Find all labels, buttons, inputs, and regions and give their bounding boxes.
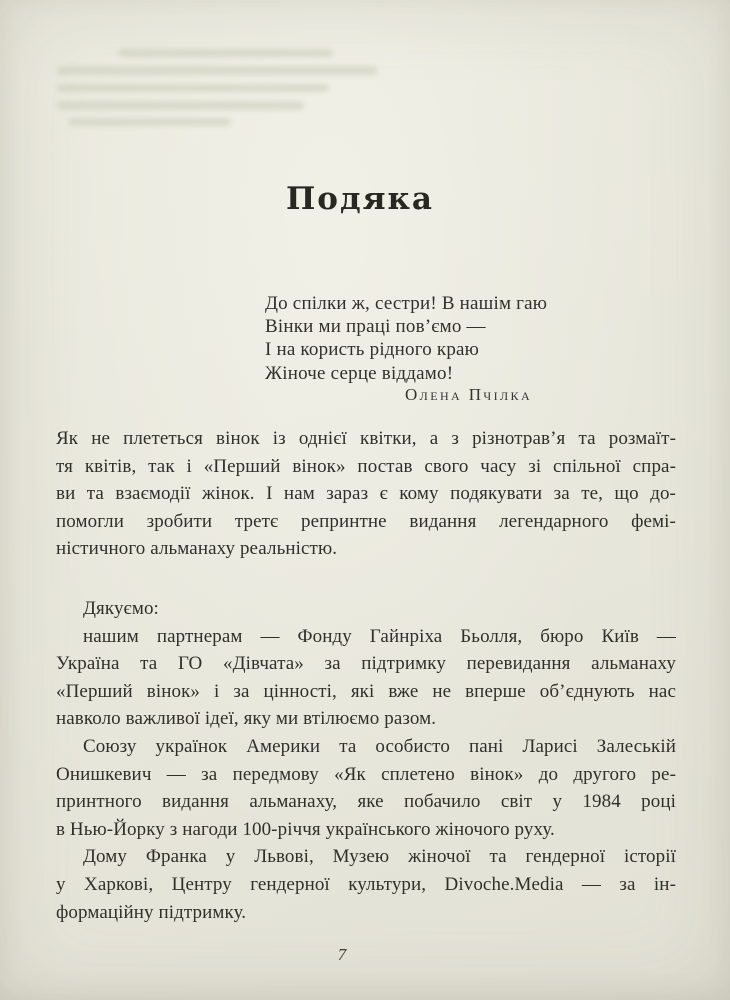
text-line: навколо важливої ідеї, яку ми втілюємо разом. <box>56 708 437 730</box>
text-line: формаційну підтримку. <box>56 901 247 923</box>
page-number-value: 7 <box>337 945 347 964</box>
epigraph-lines <box>265 292 547 385</box>
text-line: тя квітів, так і «Перший вінок» постав свого часу зі спільної спра- <box>56 455 676 477</box>
page-title: Подяка <box>286 181 434 217</box>
epigraph-line: До спілки ж, сестри! В нашім гаю <box>265 293 548 314</box>
text-line: нашим партнерам — Фонду Гайнріха Бьолля, бюро Київ — <box>83 625 676 647</box>
paragraph <box>56 425 676 563</box>
paragraph <box>56 733 676 843</box>
bleed-line <box>118 49 333 57</box>
body-text <box>56 425 676 926</box>
epigraph-line: І на користь рідного краю <box>265 339 480 361</box>
bleed-line <box>57 66 377 75</box>
bleed-line <box>57 101 304 110</box>
text-line: Онишкевич — за передмову «Як сплетено вінок» до другого ре- <box>56 763 676 785</box>
text-line: в Нью-Йорку з нагоди 100-річчя українського жіночого руху. <box>56 818 555 840</box>
epigraph-line: Жіноче серце віддамо! <box>265 362 454 384</box>
text-line: ністичного альманаху реальністю. <box>56 538 338 560</box>
text-line: Як не плететься вінок із однієї квітки, а з різнотрав’я та розмаїт- <box>56 428 676 449</box>
text-line: Дому Франка у Львові, Музею жіночої та гендерної історії <box>83 846 676 868</box>
paragraph <box>56 843 676 926</box>
paragraph <box>56 623 676 733</box>
bleed-line <box>57 84 329 92</box>
text-line: у Харкові, Центру гендерної культури, Divoche.Media — за ін- <box>56 873 676 895</box>
bleed-line <box>68 118 231 126</box>
text-line: ви та взаємодії жінок. І нам зараз є кому подякувати за те, що до- <box>56 483 676 505</box>
epigraph <box>265 292 547 385</box>
text-line: Дякуємо: <box>83 597 159 619</box>
paragraph <box>56 595 676 623</box>
text-line: «Перший вінок» і за цінності, які вже не вперше об’єднують нас <box>56 680 676 702</box>
epigraph-line: Вінки ми праці пов’ємо — <box>265 316 486 338</box>
page-number <box>0 945 707 965</box>
epigraph-author: Олена Пчілка <box>405 385 533 404</box>
text-line: принтного видання альманаху, яке побачило світ у 1984 році <box>56 791 676 813</box>
text-line: Україна та ГО «Дівчата» за підтримку перевидання альманаху <box>56 653 676 675</box>
text-line: Союзу українок Америки та особисто пані Ларисі Залеській <box>83 735 676 757</box>
text-line: помогли зробити третє репринтне видання легендарного фемі- <box>56 510 676 532</box>
